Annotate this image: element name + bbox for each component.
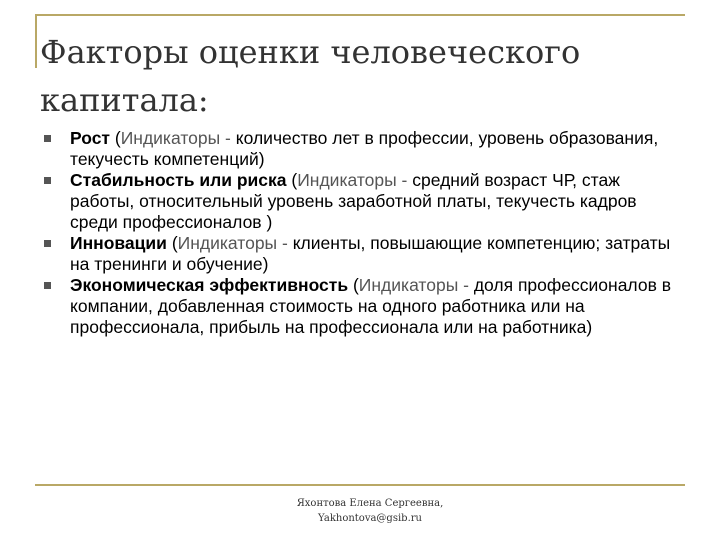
factor-description: средний возраст ЧР, стаж работы, относительный уровень заработной платы, текучесть кадров среди профессионалов ) <box>70 170 637 232</box>
slide-title-line-2: капитала: <box>40 81 209 119</box>
footer-rule <box>35 484 685 486</box>
factor-term: Стабильность или риска <box>70 170 287 190</box>
factor-list <box>42 128 682 338</box>
square-bullet-icon <box>44 282 51 289</box>
title-top-rule <box>35 14 685 16</box>
indicator-label: Индикаторы - <box>177 233 293 253</box>
open-paren: ( <box>110 128 121 148</box>
factor-item-text <box>70 233 682 275</box>
open-paren: ( <box>348 275 359 295</box>
footer-author <box>240 496 500 526</box>
factor-item-growth <box>42 128 682 170</box>
factor-item-text <box>70 275 682 338</box>
square-bullet-icon <box>44 177 51 184</box>
slide-title-line-1: Факторы оценки человеческого <box>40 33 581 71</box>
indicator-label: Индикаторы - <box>358 275 474 295</box>
factor-description: количество лет в профессии, уровень образования, текучесть компетенций) <box>70 128 659 169</box>
factor-description: доля профессионалов в компании, добавленная стоимость на одного работника или на профессионала, прибыль на профессионала или на работника) <box>70 275 672 337</box>
indicator-label: Индикаторы - <box>297 170 413 190</box>
open-paren: ( <box>166 233 178 253</box>
footer-author-name: Яхонтова Елена Сергеевна, <box>296 498 444 509</box>
footer-author-email: Yakhontova@gsib.ru <box>318 513 422 524</box>
factor-term: Экономическая эффективность <box>70 275 349 295</box>
indicator-label: Индикаторы - <box>120 128 236 148</box>
factor-item-innovation <box>42 233 682 275</box>
slide-title <box>40 28 680 124</box>
factor-term: Рост <box>70 128 110 148</box>
square-bullet-icon <box>44 240 51 247</box>
factor-item-text <box>70 128 682 170</box>
factor-term: Инновации <box>70 233 167 253</box>
title-vertical-rule <box>35 14 37 68</box>
factor-description: клиенты, повышающие компетенцию; затраты на тренинги и обучение) <box>70 233 671 274</box>
factor-item-efficiency <box>42 275 682 338</box>
factor-item-stability <box>42 170 682 233</box>
factor-item-text <box>70 170 682 233</box>
square-bullet-icon <box>44 135 51 142</box>
open-paren: ( <box>286 170 298 190</box>
